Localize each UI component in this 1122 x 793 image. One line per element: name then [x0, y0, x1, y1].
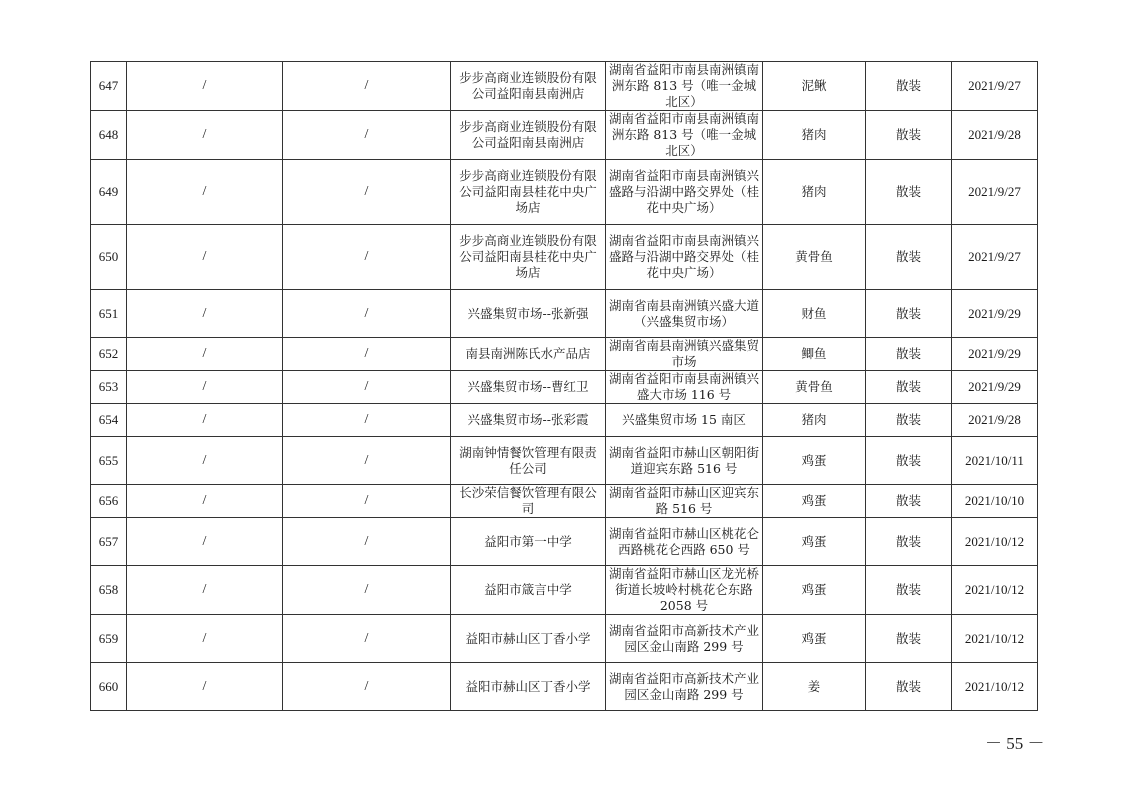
blank-cell: /	[127, 615, 283, 663]
sample-name: 鸡蛋	[763, 566, 866, 615]
row-number: 647	[91, 62, 127, 111]
sample-date: 2021/10/12	[952, 615, 1038, 663]
blank-cell: /	[127, 404, 283, 437]
blank-cell: /	[127, 518, 283, 566]
packaging: 散装	[866, 518, 952, 566]
blank-cell: /	[127, 111, 283, 160]
sampled-unit: 兴盛集贸市场--张彩霞	[451, 404, 606, 437]
blank-cell: /	[283, 62, 451, 111]
sample-date: 2021/9/29	[952, 338, 1038, 371]
sample-date: 2021/10/10	[952, 485, 1038, 518]
table-row	[91, 160, 1038, 225]
unit-address: 湖南省益阳市南县南洲镇南洲东路 813 号（唯一金城北区）	[606, 111, 763, 160]
sampled-unit: 步步高商业连锁股份有限公司益阳南县桂花中央广场店	[451, 160, 606, 225]
unit-address: 湖南省南县南洲镇兴盛大道（兴盛集贸市场）	[606, 290, 763, 338]
sample-name: 鸡蛋	[763, 518, 866, 566]
table-row	[91, 663, 1038, 711]
unit-address: 湖南省益阳市赫山区桃花仑西路桃花仑西路 650 号	[606, 518, 763, 566]
unit-address: 湖南省益阳市南县南洲镇兴盛路与沿湖中路交界处（桂花中央广场）	[606, 160, 763, 225]
row-number: 658	[91, 566, 127, 615]
blank-cell: /	[127, 663, 283, 711]
sampled-unit: 步步高商业连锁股份有限公司益阳南县南洲店	[451, 62, 606, 111]
table-row	[91, 371, 1038, 404]
packaging: 散装	[866, 615, 952, 663]
row-number: 649	[91, 160, 127, 225]
unit-address: 湖南省益阳市赫山区龙光桥街道长坡岭村桃花仑东路 2058 号	[606, 566, 763, 615]
blank-cell: /	[127, 371, 283, 404]
sample-date: 2021/9/28	[952, 111, 1038, 160]
blank-cell: /	[127, 160, 283, 225]
row-number: 654	[91, 404, 127, 437]
sample-name: 鸡蛋	[763, 485, 866, 518]
table-body	[91, 62, 1038, 711]
sample-date: 2021/9/28	[952, 404, 1038, 437]
sampled-unit: 益阳市赫山区丁香小学	[451, 663, 606, 711]
sample-date: 2021/10/12	[952, 566, 1038, 615]
blank-cell: /	[127, 437, 283, 485]
blank-cell: /	[283, 371, 451, 404]
blank-cell: /	[283, 160, 451, 225]
unit-address: 湖南省益阳市南县南洲镇南洲东路 813 号（唯一金城北区）	[606, 62, 763, 111]
blank-cell: /	[127, 566, 283, 615]
sample-name: 黄骨鱼	[763, 371, 866, 404]
blank-cell: /	[283, 615, 451, 663]
unit-address: 兴盛集贸市场 15 南区	[606, 404, 763, 437]
packaging: 散装	[866, 290, 952, 338]
sample-date: 2021/9/27	[952, 160, 1038, 225]
row-number: 650	[91, 225, 127, 290]
sampled-unit: 益阳市箴言中学	[451, 566, 606, 615]
blank-cell: /	[283, 111, 451, 160]
sample-name: 猪肉	[763, 111, 866, 160]
packaging: 散装	[866, 225, 952, 290]
blank-cell: /	[283, 663, 451, 711]
table-row	[91, 62, 1038, 111]
sample-name: 财鱼	[763, 290, 866, 338]
packaging: 散装	[866, 404, 952, 437]
table-row	[91, 290, 1038, 338]
sample-name: 鸡蛋	[763, 615, 866, 663]
sample-name: 泥鳅	[763, 62, 866, 111]
table-row	[91, 225, 1038, 290]
row-number: 656	[91, 485, 127, 518]
table-row	[91, 485, 1038, 518]
row-number: 653	[91, 371, 127, 404]
sample-name: 猪肉	[763, 404, 866, 437]
row-number: 652	[91, 338, 127, 371]
sample-name: 鲫鱼	[763, 338, 866, 371]
packaging: 散装	[866, 338, 952, 371]
packaging: 散装	[866, 111, 952, 160]
sample-name: 猪肉	[763, 160, 866, 225]
table-row	[91, 338, 1038, 371]
blank-cell: /	[283, 290, 451, 338]
blank-cell: /	[283, 485, 451, 518]
sample-name: 鸡蛋	[763, 437, 866, 485]
blank-cell: /	[283, 518, 451, 566]
sample-date: 2021/10/11	[952, 437, 1038, 485]
packaging: 散装	[866, 62, 952, 111]
row-number: 648	[91, 111, 127, 160]
sampled-unit: 步步高商业连锁股份有限公司益阳南县南洲店	[451, 111, 606, 160]
packaging: 散装	[866, 371, 952, 404]
sampled-unit: 南县南洲陈氏水产品店	[451, 338, 606, 371]
sample-name: 黄骨鱼	[763, 225, 866, 290]
packaging: 散装	[866, 566, 952, 615]
sample-date: 2021/9/29	[952, 290, 1038, 338]
sample-date: 2021/9/29	[952, 371, 1038, 404]
blank-cell: /	[127, 290, 283, 338]
packaging: 散装	[866, 437, 952, 485]
packaging: 散装	[866, 485, 952, 518]
sample-date: 2021/9/27	[952, 225, 1038, 290]
row-number: 657	[91, 518, 127, 566]
unit-address: 湖南省益阳市高新技术产业园区金山南路 299 号	[606, 663, 763, 711]
blank-cell: /	[127, 485, 283, 518]
sampled-unit: 益阳市赫山区丁香小学	[451, 615, 606, 663]
row-number: 655	[91, 437, 127, 485]
unit-address: 湖南省南县南洲镇兴盛集贸市场	[606, 338, 763, 371]
table-row	[91, 518, 1038, 566]
unit-address: 湖南省益阳市赫山区朝阳街道迎宾东路 516 号	[606, 437, 763, 485]
blank-cell: /	[283, 437, 451, 485]
blank-cell: /	[127, 62, 283, 111]
sampled-unit: 步步高商业连锁股份有限公司益阳南县桂花中央广场店	[451, 225, 606, 290]
blank-cell: /	[283, 404, 451, 437]
unit-address: 湖南省益阳市高新技术产业园区金山南路 299 号	[606, 615, 763, 663]
sample-date: 2021/10/12	[952, 663, 1038, 711]
row-number: 651	[91, 290, 127, 338]
sampled-unit: 兴盛集贸市场--曹红卫	[451, 371, 606, 404]
row-number: 659	[91, 615, 127, 663]
blank-cell: /	[127, 225, 283, 290]
unit-address: 湖南省益阳市赫山区迎宾东路 516 号	[606, 485, 763, 518]
blank-cell: /	[127, 338, 283, 371]
packaging: 散装	[866, 160, 952, 225]
table-row	[91, 404, 1038, 437]
blank-cell: /	[283, 225, 451, 290]
table-row	[91, 566, 1038, 615]
page-number: － 55 －	[985, 734, 1045, 753]
sample-date: 2021/10/12	[952, 518, 1038, 566]
table-row	[91, 111, 1038, 160]
sampled-unit: 湖南钟情餐饮管理有限责任公司	[451, 437, 606, 485]
unit-address: 湖南省益阳市南县南洲镇兴盛路与沿湖中路交界处（桂花中央广场）	[606, 225, 763, 290]
blank-cell: /	[283, 338, 451, 371]
sample-date: 2021/9/27	[952, 62, 1038, 111]
sampled-unit: 益阳市第一中学	[451, 518, 606, 566]
row-number: 660	[91, 663, 127, 711]
unit-address: 湖南省益阳市南县南洲镇兴盛大市场 116 号	[606, 371, 763, 404]
sampling-table	[90, 61, 1038, 711]
sample-name: 姜	[763, 663, 866, 711]
packaging: 散装	[866, 663, 952, 711]
blank-cell: /	[283, 566, 451, 615]
sampled-unit: 兴盛集贸市场--张新强	[451, 290, 606, 338]
table-row	[91, 615, 1038, 663]
table-row	[91, 437, 1038, 485]
sampled-unit: 长沙荣信餐饮管理有限公司	[451, 485, 606, 518]
